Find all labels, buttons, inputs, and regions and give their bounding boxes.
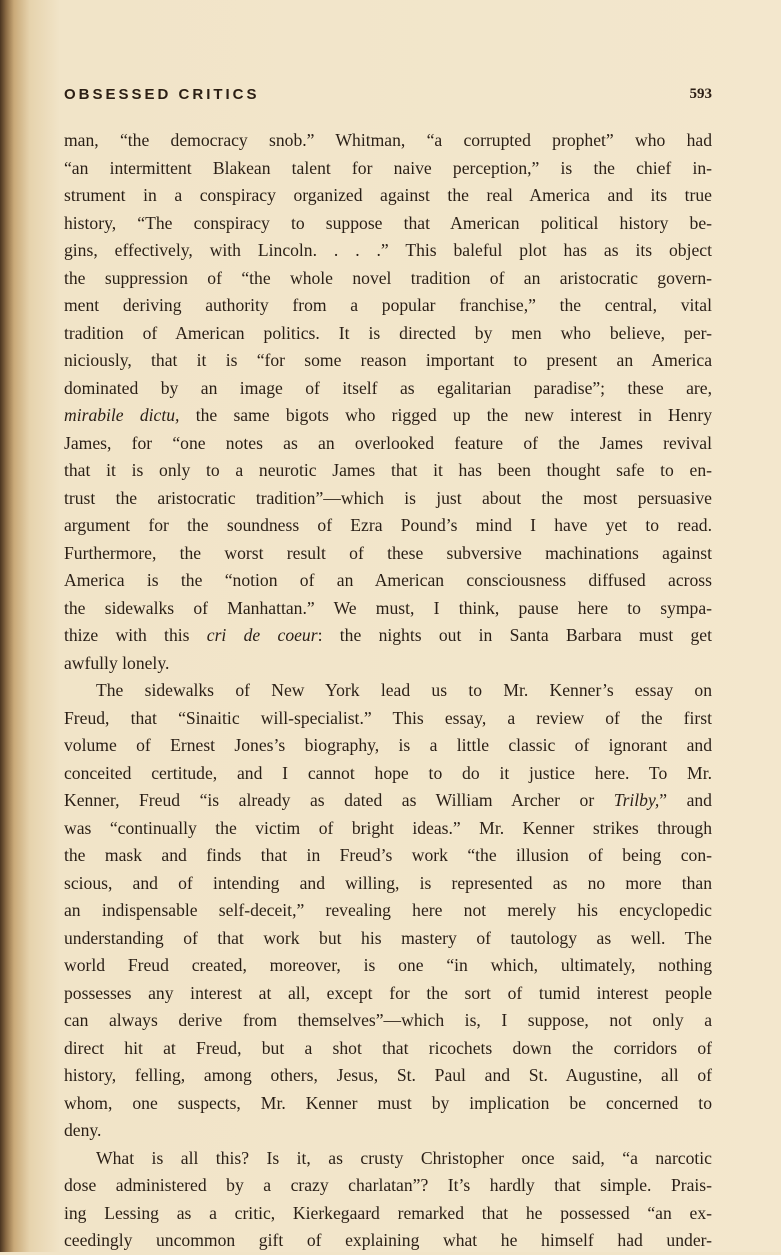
text-line: direct hit at Freud, but a shot that ricochets down the corridors of xyxy=(64,1037,712,1058)
text-line: Furthermore, the worst result of these subversive machinations against xyxy=(64,542,712,563)
text-line: conceited certitude, and I cannot hope to do it justice here. To Mr. xyxy=(64,762,712,783)
text-line: gins, effectively, with Lincoln. . . .” This baleful plot has as its object xyxy=(64,240,712,260)
italic-phrase: mirabile dictu, xyxy=(64,405,180,425)
text-line xyxy=(64,402,712,430)
text-line: possesses any interest at all, except for the sort of tumid interest people xyxy=(64,982,712,1003)
text-line: “an intermittent Blakean talent for naive perception,” is the chief in- xyxy=(64,157,712,178)
text-line: Freud, that “Sinaitic will-specialist.” This essay, a review of the first xyxy=(64,707,712,728)
text-line: trust the aristocratic tradition”—which is just about the most persuasive xyxy=(64,487,712,508)
italic-phrase: cri de coeur xyxy=(206,625,318,645)
text-line: the suppression of “the whole novel tradition of an aristocratic govern- xyxy=(64,267,712,288)
text-span: ” and xyxy=(659,790,712,810)
text-line: world Freud created, moreover, is one “in which, ultimately, nothing xyxy=(64,955,712,975)
text-line: can always derive from themselves”—which is, I suppose, not only a xyxy=(64,1010,712,1030)
text-line: history, felling, among others, Jesus, St. Paul and St. Augustine, all of xyxy=(64,1065,712,1085)
text-span: Kenner, Freud “is already as dated as William Archer or xyxy=(64,790,614,810)
text-span: : the nights out in Santa Barbara must get xyxy=(317,625,712,645)
text-line: understanding of that work but his mastery of tautology as well. The xyxy=(64,927,712,948)
text-line: ment deriving authority from a popular franchise,” the central, vital xyxy=(64,295,712,315)
text-line: awfully lonely. xyxy=(64,652,170,673)
text-line: What is all this? Is it, as crusty Christopher once said, “a narcotic xyxy=(96,1147,712,1168)
text-line xyxy=(64,787,712,815)
text-line: scious, and of intending and willing, is represented as no more than xyxy=(64,872,712,893)
text-line: dose administered by a crazy charlatan”? It’s hardly that simple. Prais- xyxy=(64,1175,712,1195)
text-line: the sidewalks of Manhattan.” We must, I think, pause here to sympa- xyxy=(64,597,712,618)
text-span: thize with this xyxy=(64,625,207,645)
text-line: man, “the democracy snob.” Whitman, “a corrupted prophet” who had xyxy=(64,130,712,150)
text-line: an indispensable self-deceit,” revealing here not merely his encyclopedic xyxy=(64,900,712,920)
text-line: deny. xyxy=(64,1120,102,1140)
page-header xyxy=(64,86,712,108)
text-line: that it is only to a neurotic James that it has been thought safe to en- xyxy=(64,460,712,480)
text-line: The sidewalks of New York lead us to Mr. Kenner’s essay on xyxy=(96,680,712,700)
text-line: whom, one suspects, Mr. Kenner must by implication be concerned to xyxy=(64,1092,712,1113)
text-line: tradition of American politics. It is directed by men who believe, per- xyxy=(64,322,712,343)
text-line: history, “The conspiracy to suppose that American political history be- xyxy=(64,212,712,233)
text-line: James, for “one notes as an overlooked feature of the James revival xyxy=(64,432,712,453)
text-line: volume of Ernest Jones’s biography, is a little classic of ignorant and xyxy=(64,735,712,755)
body-text xyxy=(64,127,712,1255)
text-line: the mask and finds that in Freud’s work “the illusion of being con- xyxy=(64,845,712,865)
page-number: 593 xyxy=(689,86,712,102)
text-line xyxy=(64,622,712,650)
text-line: America is the “notion of an American consciousness diffused across xyxy=(64,570,712,590)
text-line: was “continually the victim of bright ideas.” Mr. Kenner strikes through xyxy=(64,817,712,838)
text-line: niciously, that it is “for some reason important to present an America xyxy=(64,350,712,370)
text-line: strument in a conspiracy organized against the real America and its true xyxy=(64,185,712,205)
italic-phrase: Trilby, xyxy=(613,790,660,810)
text-span: the same bigots who rigged up the new interest in Henry xyxy=(179,405,712,425)
running-head: OBSESSED CRITICS xyxy=(64,86,260,103)
text-line: dominated by an image of itself as egalitarian paradise”; these are, xyxy=(64,377,712,398)
text-line: ceedingly uncommon gift of explaining what he himself had under- xyxy=(64,1230,712,1250)
text-line: argument for the soundness of Ezra Pound’s mind I have yet to read. xyxy=(64,515,712,535)
text-line: ing Lessing as a critic, Kierkegaard remarked that he possessed “an ex- xyxy=(64,1202,712,1223)
